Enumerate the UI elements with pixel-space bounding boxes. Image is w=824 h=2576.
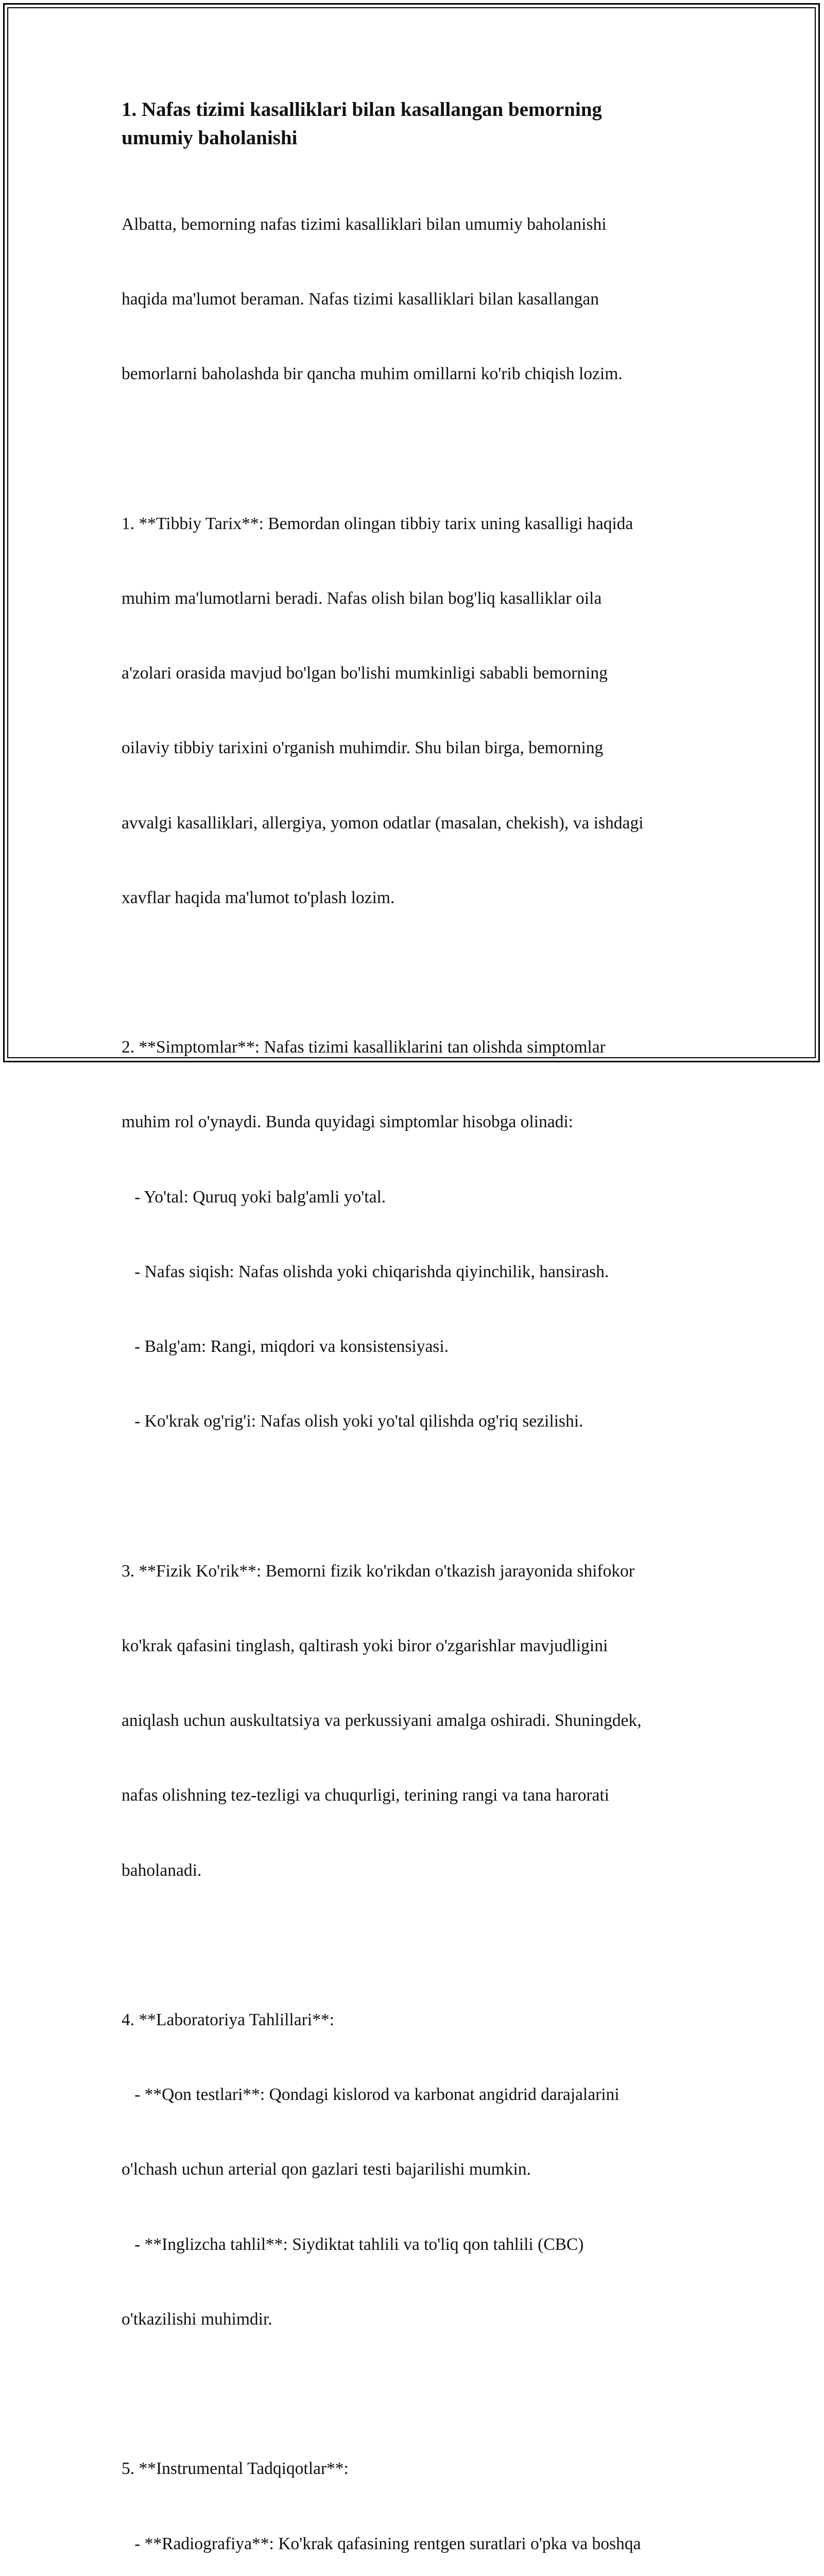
- text-line: ko'krak qafasini tinglash, qaltirash yoki biror o'zgarishlar mavjudligini: [122, 1636, 608, 1655]
- list-item: - **Qon testlari**: Qondagi kislorod va karbonat angidrid darajalarini: [122, 2085, 620, 2105]
- document-body: [122, 95, 729, 2576]
- list-item: - Yo'tal: Quruq yoki balg'amli yo'tal.: [122, 1187, 386, 1207]
- list-item: - Nafas siqish: Nafas olishda yoki chiqarishda qiyinchilik, hansirash.: [122, 1262, 609, 1281]
- text-line: aniqlash uchun auskultatsiya va perkussiyani amalga oshiradi. Shuningdek,: [122, 1711, 642, 1731]
- list-item: - **Radiografiya**: Ko'krak qafasining rentgen suratlari o'pka va boshqa: [122, 2534, 641, 2553]
- text-line: bemorlarni baholashda bir qancha muhim omillarni ko'rib chiqish lozim.: [122, 364, 623, 384]
- list-item: - Balg'am: Rangi, miqdori va konsistensiyasi.: [122, 1337, 449, 1357]
- section-lab-tests: [122, 1958, 729, 2382]
- text-line: muhim ma'lumotlarni beradi. Nafas olish bilan bog'liq kasalliklar oila: [122, 588, 602, 608]
- list-item: - Ko'krak og'rig'i: Nafas olish yoki yo'tal qilishda og'riq sezilishi.: [122, 1412, 583, 1431]
- text-line: o'tkazilishi muhimdir.: [122, 2309, 272, 2329]
- text-line: 1. **Tibbiy Tarix**: Bemordan olingan tibbiy tarix uning kasalligi haqida: [122, 514, 633, 533]
- text-line: haqida ma'lumot beraman. Nafas tizimi kasalliklari bilan kasallangan: [122, 290, 599, 309]
- text-line: avvalgi kasalliklari, allergiya, yomon odatlar (masalan, chekish), va ishdagi: [122, 813, 644, 833]
- text-line: 4. **Laboratoriya Tahlillari**:: [122, 2010, 334, 2029]
- text-line: 2. **Simptomlar**: Nafas tizimi kasalliklarini tan olishda simptomlar: [122, 1038, 606, 1057]
- section-instrumental: [122, 2406, 729, 2576]
- text-line: muhim rol o'ynaydi. Bunda quyidagi simptomlar hisobga olinadi:: [122, 1112, 573, 1132]
- text-line: 5. **Instrumental Tadqiqotlar**:: [122, 2459, 349, 2479]
- text-line: oilaviy tibbiy tarixini o'rganish muhimdir. Shu bilan birga, bemorning: [122, 738, 604, 758]
- section-medical-history: [122, 462, 729, 960]
- list-item: - **Inglizcha tahlil**: Siydiktat tahlili va to'liq qon tahlili (CBC): [122, 2234, 584, 2254]
- paragraph-gap: [122, 1484, 729, 1509]
- text-line: nafas olishning tez-tezligi va chuqurligi, terining rangi va tana harorati: [122, 1786, 609, 1805]
- text-line: a'zolari orasida mavjud bo'lgan bo'lishi mumkinligi sababli bemorning: [122, 664, 608, 683]
- section-physical-exam: [122, 1509, 729, 1933]
- text-line: Albatta, bemorning nafas tizimi kasalliklari bilan umumiy baholanishi: [122, 214, 607, 234]
- paragraph-gap: [122, 1933, 729, 1958]
- text-line: 3. **Fizik Ko'rik**: Bemorni fizik ko'rikdan o'tkazish jarayonida shifokor: [122, 1561, 634, 1581]
- paragraph-gap: [122, 2382, 729, 2406]
- intro-paragraph: [122, 162, 729, 436]
- title-line: umumiy baholanishi: [122, 127, 298, 149]
- section-symptoms: [122, 985, 729, 1484]
- text-line: baholanadi.: [122, 1860, 202, 1880]
- paragraph-gap: [122, 436, 729, 461]
- document-title: [122, 95, 729, 152]
- paragraph-gap: [122, 960, 729, 985]
- title-line: 1. Nafas tizimi kasalliklari bilan kasallangan bemorning: [122, 98, 602, 121]
- text-line: o'lchash uchun arterial qon gazlari testi bajarilishi mumkin.: [122, 2160, 531, 2179]
- text-line: xavflar haqida ma'lumot to'plash lozim.: [122, 888, 395, 907]
